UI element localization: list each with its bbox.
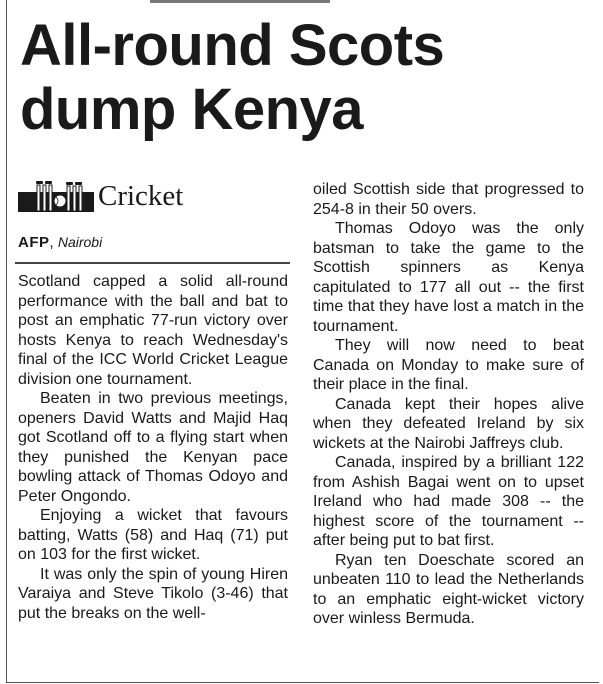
headline: [20, 14, 595, 142]
article-paragraph: oiled Scottish side that progressed to 254-8 in their 50 overs.: [313, 181, 584, 218]
headline-line-2: dump Kenya: [20, 77, 364, 142]
article-paragraph: It was only the spin of young Hiren Varaiya and Steve Tikolo (3-46) that put the breaks on the well-: [18, 565, 288, 622]
section-label: Cricket: [98, 179, 184, 212]
article-paragraph: Enjoying a wicket that favours batting, Watts (58) and Haq (71) put on 103 for the first wicket.: [18, 507, 288, 563]
article-paragraph: Ryan ten Doeschate scored an unbeaten 110 to lead the Netherlands to an emphatic eight-wicket victory over winless Bermuda.: [313, 551, 584, 627]
section-tag: [18, 178, 183, 214]
byline-rule: [15, 262, 290, 264]
headline-line-1: All-round Scots: [20, 13, 445, 78]
top-rule: [150, 0, 330, 3]
article-column-left: [18, 272, 288, 623]
article-paragraph: Thomas Odoyo was the only batsman to take the game to the Scottish spinners as Kenya capitulated to 177 all out -- the first time that they have lost a match in the tournament.: [313, 220, 584, 335]
cricket-wickets-icon: [18, 179, 94, 213]
article-paragraph: Beaten in two previous meetings, openers David Watts and Majid Haq got Scotland off to a flying start when they punished the Kenyan pace bowling attack of Thomas Odoyo and Peter Ongondo.: [18, 390, 288, 505]
byline-place: Nairobi: [57, 234, 103, 250]
byline-agency: AFP: [18, 234, 50, 251]
article-column-right: [313, 180, 584, 629]
article-paragraph: Canada kept their hopes alive when they defeated Ireland by six wickets at the Nairobi Jaffreys club.: [313, 395, 584, 452]
article-paragraph: Canada, inspired by a brilliant 122 from Ashish Bagai went on to upset Ireland who had made 308 -- the highest score of the tournament -- after being put to bat first.: [313, 454, 584, 549]
byline: AFP, Nairobi: [18, 234, 103, 251]
article-paragraph: They will now need to beat Canada on Monday to make sure of their place in the final.: [313, 337, 584, 393]
article-paragraph: Scotland capped a solid all-round performance with the ball and bat to post an emphatic 77-run victory over hosts Kenya to reach Wednesday's final of the ICC World Cricket League division one tournament.: [18, 273, 288, 388]
